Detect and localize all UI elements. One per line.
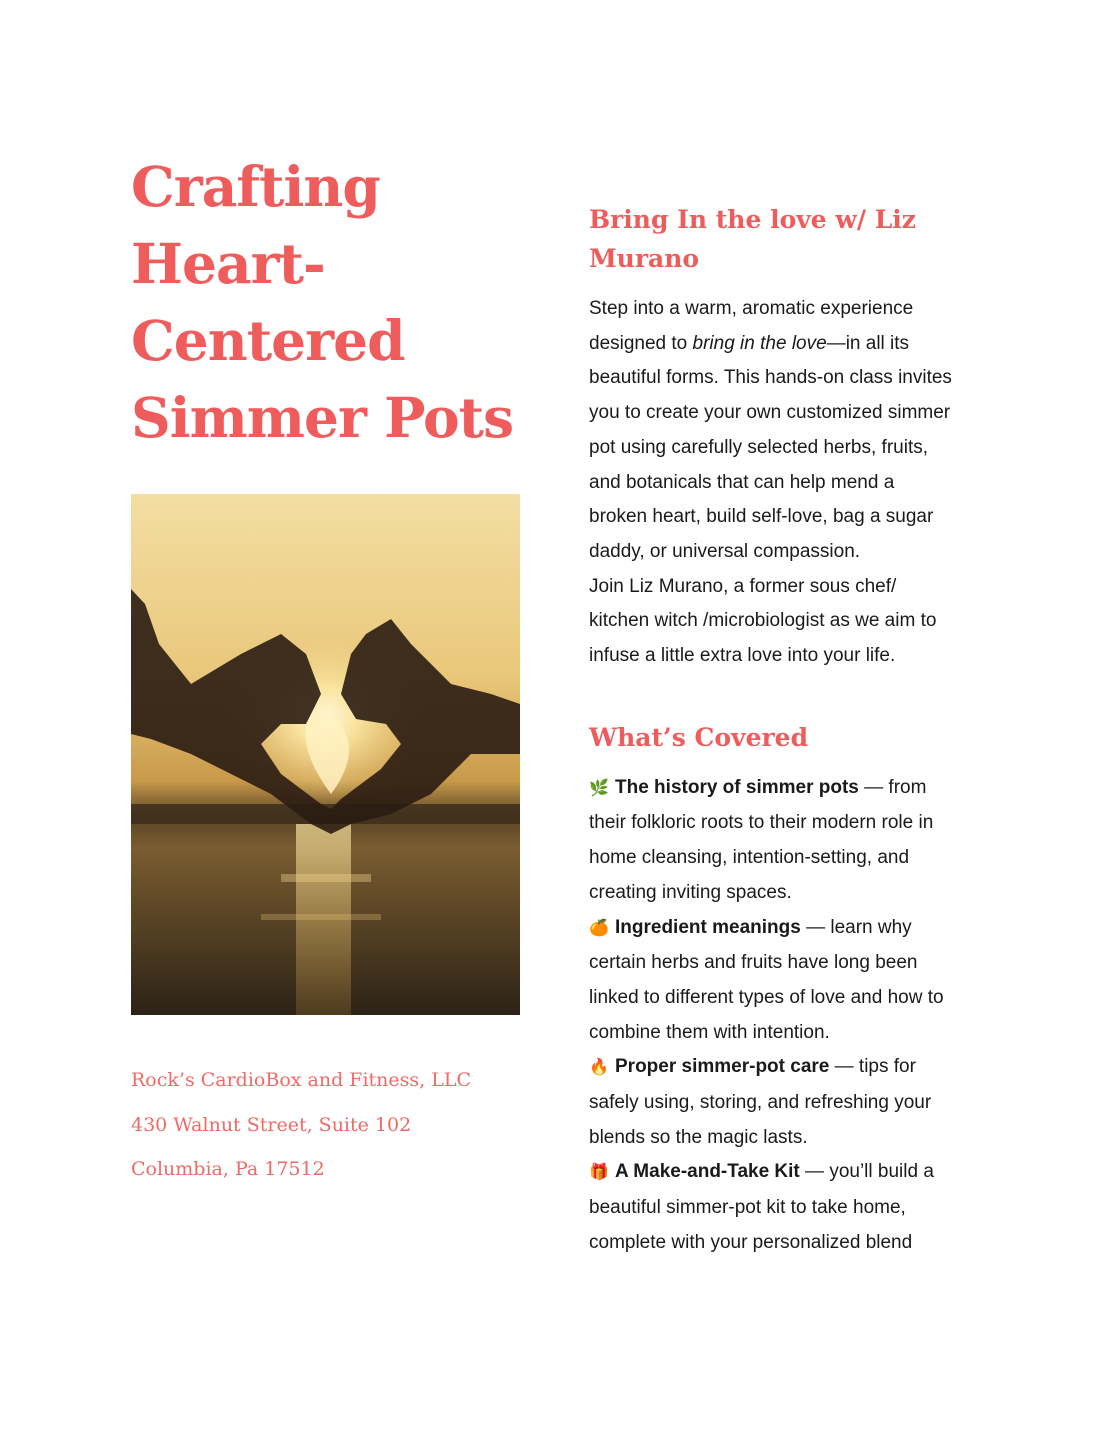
orange-icon: 🍊 [589, 919, 609, 937]
intro-text: daddy, or universal compassion. [589, 540, 861, 562]
intro-text: you to create your own customized simmer [589, 402, 951, 424]
address-line: Columbia, Pa 17512 [131, 1158, 325, 1180]
covered-item-line: certain herbs and fruits have long been [589, 952, 918, 974]
intro-line [589, 570, 1009, 605]
intro-text: Step into a warm, aromatic experience [589, 298, 914, 319]
covered-item-title: Ingredient meanings [615, 916, 801, 938]
covered-item-first-line [589, 1155, 1009, 1191]
intro-text: Join Liz Murano, a former sous chef/ [589, 575, 897, 597]
covered-list-item [589, 911, 1009, 1051]
gift-icon: 🎁 [589, 1164, 609, 1182]
covered-item-text: — you’ll build a [799, 1161, 934, 1183]
heading-line: Murano [589, 244, 700, 273]
covered-list-item [589, 771, 1009, 911]
intro-line [589, 466, 1009, 501]
address-line: Rock’s CardioBox and Fitness, LLC [131, 1069, 472, 1091]
address-line: 430 Walnut Street, Suite 102 [131, 1113, 412, 1136]
section-heading-bring-in-love [589, 200, 1009, 278]
title-line: Centered [131, 308, 405, 373]
covered-item-text: — from [858, 776, 927, 798]
covered-item-first-line [589, 1050, 1009, 1086]
covered-item-line: safely using, storing, and refreshing your [589, 1092, 932, 1114]
intro-text: beautiful forms. This hands-on class invites [589, 367, 952, 389]
intro-line [589, 396, 1009, 431]
intro-text: pot using carefully selected herbs, fruits, [589, 436, 929, 458]
heart-hands-sunset-photo [131, 494, 520, 1015]
covered-item-line: blends so the magic lasts. [589, 1126, 808, 1148]
intro-line [589, 292, 1009, 327]
covered-item-line: linked to different types of love and how to [589, 986, 944, 1008]
intro-paragraph [589, 292, 1009, 674]
intro-text: designed to [589, 332, 693, 354]
right-column [589, 200, 1009, 1261]
title-line: Heart- [131, 231, 325, 296]
covered-item-line: complete with your personalized blend [589, 1231, 913, 1253]
covered-item-title: The history of simmer pots [615, 776, 859, 798]
intro-line [589, 431, 1009, 466]
covered-item-line: creating inviting spaces. [589, 881, 792, 903]
intro-line [589, 327, 1009, 362]
covered-item-line: their folkloric roots to their modern role in [589, 812, 934, 834]
heading-line: Bring In the love w/ Liz [589, 205, 917, 234]
intro-text: and botanicals that can help mend a [589, 471, 895, 493]
covered-item-line: home cleansing, intention-setting, and [589, 847, 910, 869]
covered-item-text: — learn why [800, 916, 912, 938]
covered-item-text: — tips for [829, 1056, 916, 1078]
intro-line [589, 535, 1009, 570]
covered-item-title: A Make-and-Take Kit [615, 1161, 800, 1183]
title-line: Crafting [131, 154, 380, 219]
intro-text: —in all its [826, 332, 910, 354]
fire-icon: 🔥 [589, 1059, 609, 1077]
venue-address [131, 1058, 551, 1192]
covered-list-item [589, 1155, 1009, 1260]
covered-item-line: combine them with intention. [589, 1021, 830, 1043]
covered-list-item [589, 1050, 1009, 1155]
title-line: Simmer Pots [131, 385, 514, 450]
covered-item-title: Proper simmer-pot care [615, 1056, 830, 1078]
intro-line [589, 604, 1009, 639]
intro-line [589, 639, 1009, 674]
intro-text: infuse a little extra love into your life. [589, 645, 896, 667]
intro-line [589, 500, 1009, 535]
intro-emphasis: bring in the love [692, 332, 827, 354]
intro-text: kitchen witch /microbiologist as we aim to [589, 610, 937, 632]
covered-item-first-line [589, 771, 1009, 807]
page-title [131, 148, 531, 456]
intro-line [589, 361, 1009, 396]
covered-list [589, 771, 1009, 1261]
herb-icon: 🌿 [589, 779, 609, 797]
covered-item-first-line [589, 911, 1009, 947]
intro-text: broken heart, build self-love, bag a sugar [589, 506, 934, 528]
covered-item-line: beautiful simmer-pot kit to take home, [589, 1197, 906, 1219]
section-heading-whats-covered: What’s Covered [589, 722, 809, 752]
